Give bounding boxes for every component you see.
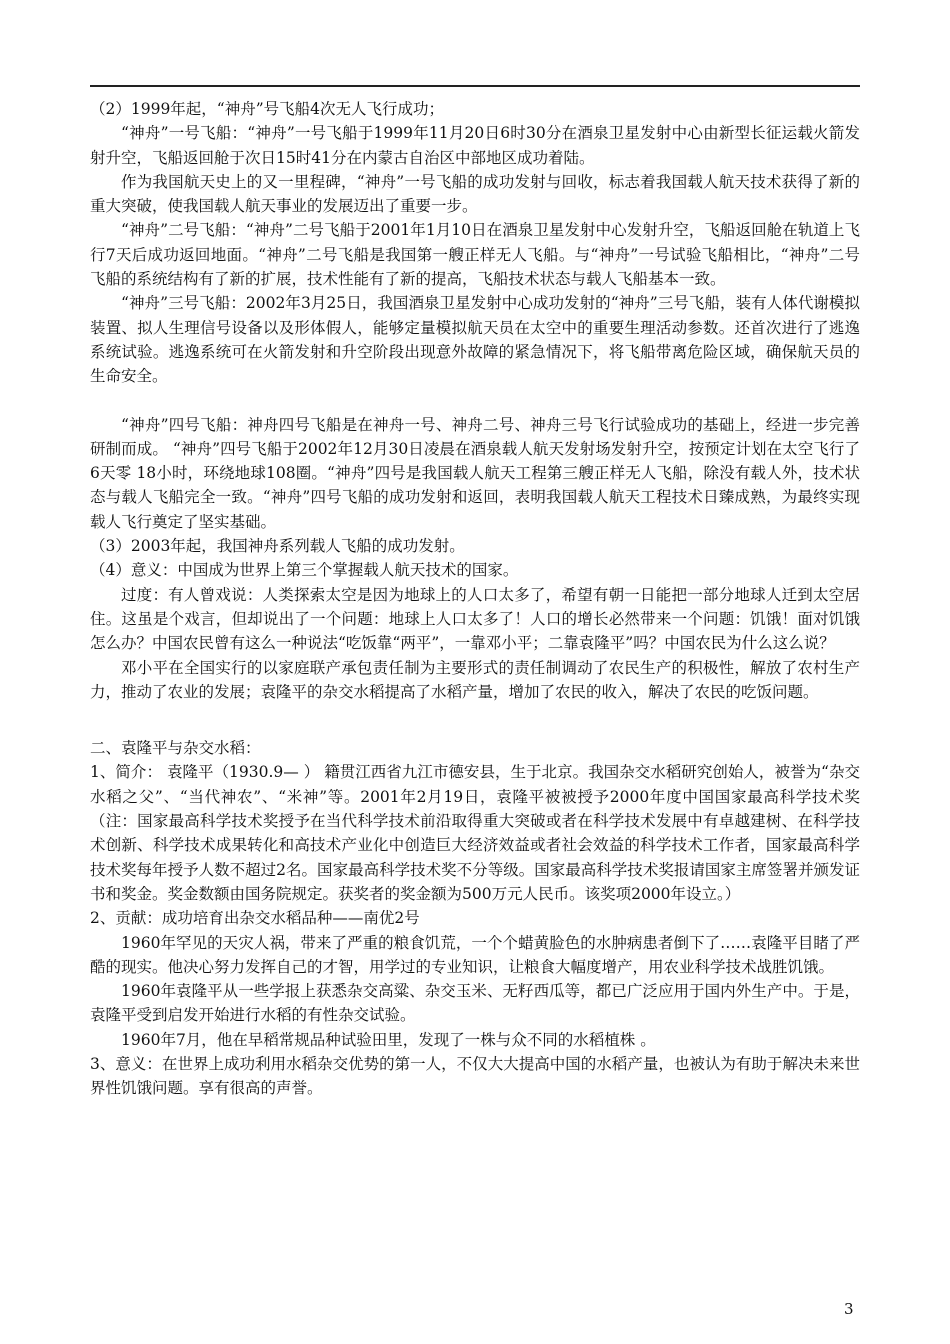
- shenzhou1-paragraph: “神舟”一号飞船：“神舟”一号飞船于1999年11月20日6时30分在酒泉卫星发射中心由新型长征运载火箭发射升空，飞船返回舱于次日15时41分在内蒙古自治区中部地区成功着陆。: [90, 124, 860, 167]
- page-number: 3: [844, 1300, 854, 1318]
- document-body: [90, 97, 860, 1101]
- contribution-line: 2、贡献：成功培育出杂交水稻品种——南优2号: [90, 909, 420, 928]
- item-2-line: （2）1999年起，“神舟”号飞船4次无人飞行成功；: [90, 100, 445, 118]
- blank-line: [90, 704, 860, 736]
- famine-1960-paragraph: 1960年罕见的天灾人祸，带来了严重的粮食饥荒，一个个蜡黄脸色的水肿病患者倒下了……袁隆平目睹了严酷的现实。他决心努力发挥自己的才智，用学过的专业知识，让粮食大幅度增产，用农业科学技术战胜饥饿。: [90, 933, 860, 976]
- deng-yuan-paragraph: 邓小平在全国实行的以家庭联产承包责任制为主要形式的责任制调动了农民生产的积极性，解放了农村生产力，推动了农业的发展；袁隆平的杂交水稻提高了水稻产量，增加了农民的收入，解决了农民的吃饭问题。: [90, 658, 860, 701]
- july-1960-paragraph: 1960年7月，他在早稻常规品种试验田里，发现了一株与众不同的水稻植株 。: [121, 1030, 656, 1049]
- shenzhou3-paragraph: “神舟”三号飞船：2002年3月25日，我国酒泉卫星发射中心成功发射的“神舟”三号飞船，装有人体代谢模拟装置、拟人生理信号设备以及形体假人，能够定量模拟航天员在太空中的重要生理活动参数。还首次进行了逃逸系统试验。逃逸系统可在火箭发射和升空阶段出现意外故障的紧急情况下，将飞船带离危险区域，确保航天员的生命安全。: [90, 294, 860, 386]
- item-4-line: （4）意义：中国成为世界上第三个掌握载人航天技术的国家。: [90, 561, 519, 580]
- blank-line: [90, 389, 860, 413]
- significance-paragraph: 3、意义：在世界上成功利用水稻杂交优势的第一人，不仅大大提高中国的水稻产量，也被认为有助于解决未来世界性饥饿问题。享有很高的声誉。: [90, 1054, 860, 1098]
- item-3-line: （3）2003年起，我国神舟系列载人飞船的成功发射。: [90, 537, 465, 556]
- transition-paragraph: 过度：有人曾戏说：人类探索太空是因为地球上的人口太多了，希望有朝一日能把一部分地球人迁到太空居住。这虽是个戏言，但却说出了一个问题：地球上人口太多了！人口的增长必然带来一个问题：饥饿！面对饥饿怎么办？中国农民曾有这么一种说法“吃饭靠“两平”，一靠邓小平；二靠袁隆平”吗？中国农民为什么这么说？: [90, 585, 860, 653]
- header-rule: [90, 85, 860, 87]
- shenzhou1-significance-paragraph: 作为我国航天史上的又一里程碑，“神舟”一号飞船的成功发射与回收，标志着我国载人航天技术获得了新的重大突破，使我国载人航天事业的发展迈出了重要一步。: [90, 172, 860, 216]
- hybrid-start-paragraph: 1960年袁隆平从一些学报上获悉杂交高粱、杂交玉米、无籽西瓜等，都已广泛应用于国内外生产中。于是，袁隆平受到启发开始进行水稻的有性杂交试验。: [90, 982, 860, 1025]
- section-2-heading: 二、袁隆平与杂交水稻：: [90, 739, 261, 758]
- shenzhou4-paragraph: “神舟”四号飞船：神舟四号飞船是在神舟一号、神舟二号、神舟三号飞行试验成功的基础上，经进一步完善研制而成。 “神舟”四号飞船于2002年12月30日凌晨在酒泉载人航天发射场发射升空，按预定计划在太空飞行了6天零 18小时，环绕地球108圈。“神舟”四号是我国载人航天工程第三艘正样无人飞船，除没有载人外，技术状态与载人飞船完全一致。“神舟”四号飞船的成功发射和返回，表明我国载人航天工程技术日臻成熟，为最终实现载人飞行奠定了坚实基础。: [90, 415, 860, 531]
- yuan-intro-paragraph: 1、简介： 袁隆平（1930.9— ） 籍贯江西省九江市德安县，生于北京。我国杂交水稻研究创始人，被誉为“杂交水稻之父”、“当代神农”、“米神”等。2001年2月19日，袁隆平被被授予2000年度中国国家最高科学技术奖（注：国家最高科学技术奖授予在当代科学技术前沿取得重大突破或者在科学技术发展中有卓越建树、在科学技术创新、科学技术成果转化和高技术产业化中创造巨大经济效益或者社会效益的科学技术工作者，国家最高科学技术奖每年授予人数不超过2名。国家最高科学技术奖不分等级。国家最高科学技术奖报请国家主席签署并颁发证书和奖金。奖金数额由国务院规定。获奖者的奖金额为500万元人民币。该奖项2000年设立。）: [90, 763, 860, 903]
- shenzhou2-paragraph: “神舟”二号飞船：“神舟”二号飞船于2001年1月10日在酒泉卫星发射中心发射升空，飞船返回舱在轨道上飞行7天后成功返回地面。“神舟”二号飞船是我国第一艘正样无人飞船。与“神舟”一号试验飞船相比，“神舟”二号飞船的系统结构有了新的扩展，技术性能有了新的提高，飞船技术状态与载人飞船基本一致。: [90, 221, 860, 289]
